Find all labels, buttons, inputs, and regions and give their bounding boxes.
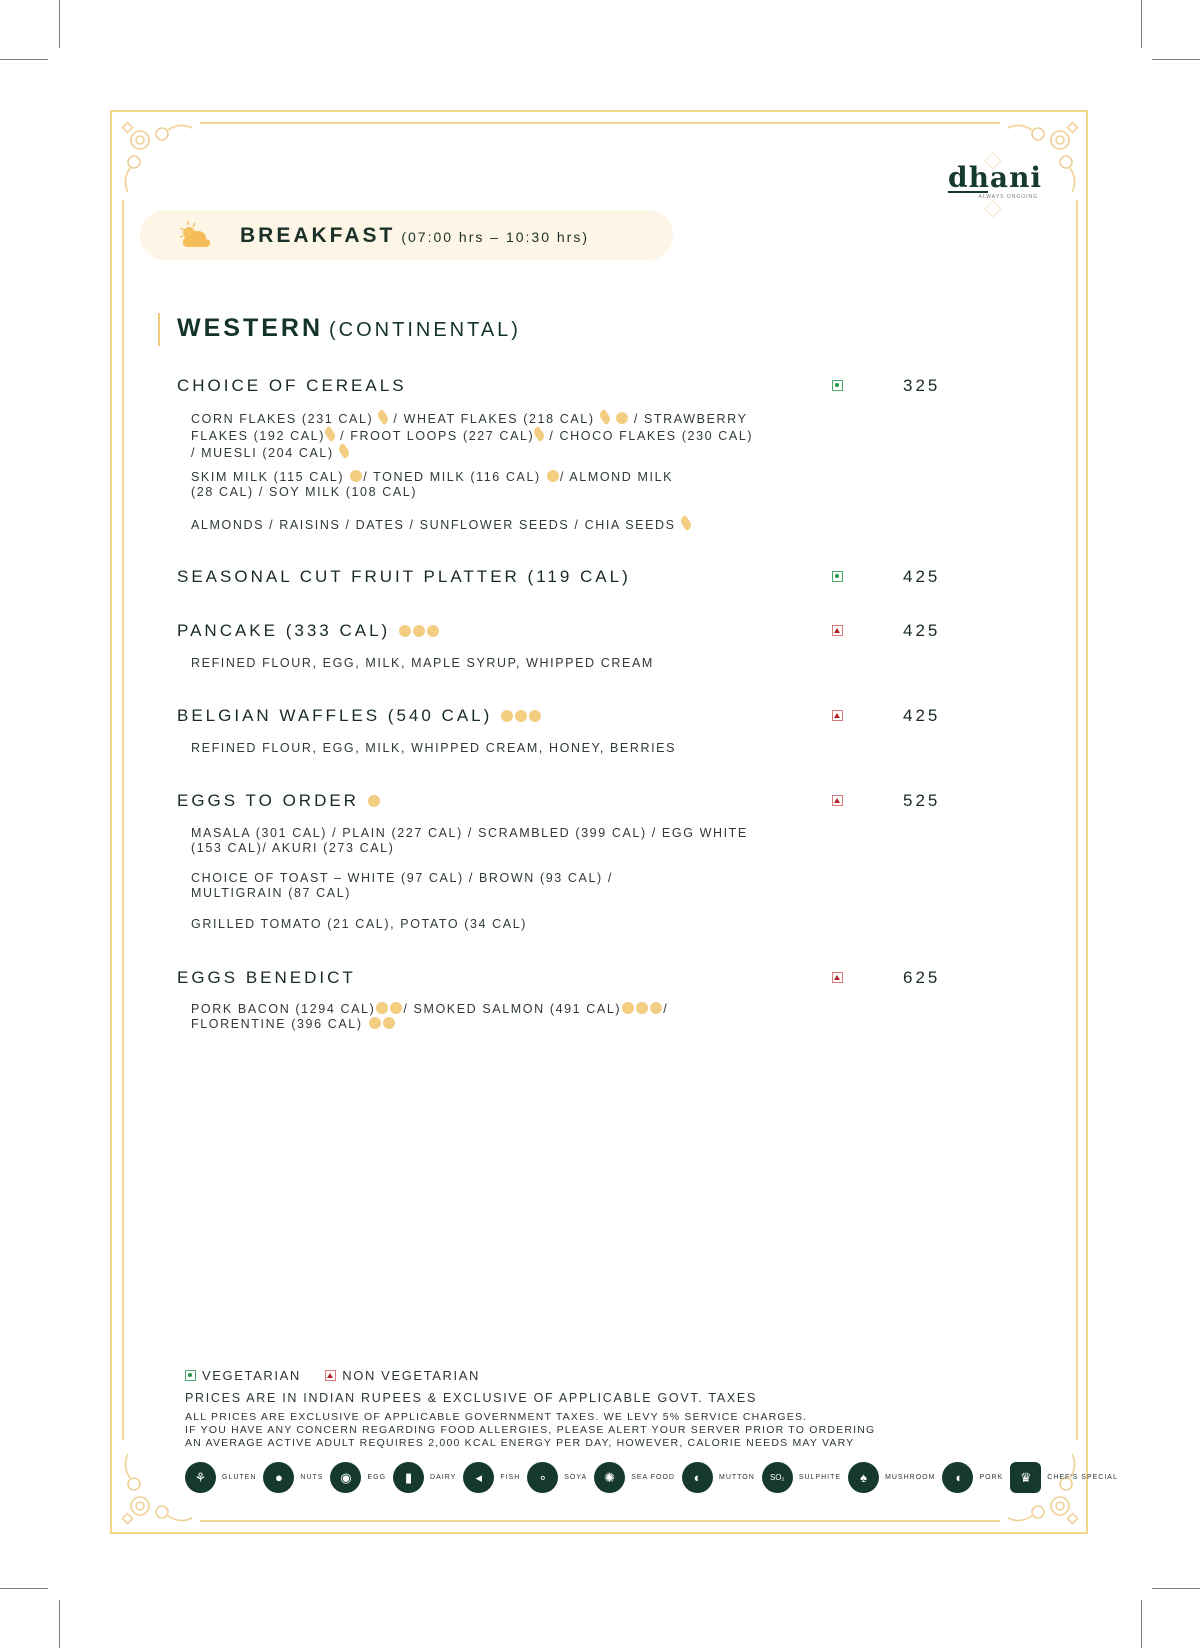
crop-mark xyxy=(59,1600,60,1648)
calorie-note: AN AVERAGE ACTIVE ADULT REQUIRES 2,000 KCAL ENERGY PER DAY, HOWEVER, CALORIE NEEDS MAY VARY xyxy=(185,1437,855,1449)
egg-allergen-icon xyxy=(368,795,380,807)
allergen-key-item xyxy=(594,1462,675,1493)
fish-icon: ◂ xyxy=(463,1462,494,1493)
egg-allergen-icon xyxy=(515,710,527,722)
gluten-allergen-icon xyxy=(616,412,628,424)
egg-allergen-icon xyxy=(413,625,425,637)
meal-hours: (07:00 hrs – 10:30 hrs) xyxy=(401,229,589,245)
dairy-allergen-icon xyxy=(383,1017,395,1029)
crop-mark xyxy=(0,59,48,60)
menu-item-description xyxy=(191,871,831,901)
crop-mark xyxy=(1152,1588,1200,1589)
menu-item-title xyxy=(177,621,440,641)
crop-mark xyxy=(1141,0,1142,48)
soy-pod-icon: ∘ xyxy=(527,1462,558,1493)
desc-text: / TONED MILK (116 CAL) xyxy=(363,470,541,484)
item-name: PANCAKE (333 CAL) xyxy=(177,621,391,640)
border-inner-left xyxy=(122,200,124,1440)
veg-icon xyxy=(185,1370,196,1381)
allergen-label: DAIRY xyxy=(430,1474,457,1481)
nonveg-icon xyxy=(832,710,843,721)
menu-item-price: 325 xyxy=(903,376,941,395)
egg-allergen-icon xyxy=(369,1017,381,1029)
chef-hat-icon: ♛ xyxy=(1010,1462,1041,1493)
desc-text: (153 CAL)/ AKURI (273 CAL) xyxy=(191,841,395,855)
nonveg-icon xyxy=(325,1370,336,1381)
nuts-allergen-icon xyxy=(597,409,612,425)
veg-icon xyxy=(832,571,843,582)
menu-item-title xyxy=(177,791,381,811)
logo-ornament-icon xyxy=(985,201,1002,218)
allergen-label: NUTS xyxy=(300,1474,324,1481)
pig-icon: ◖ xyxy=(942,1462,973,1493)
menu-item-price: 425 xyxy=(903,706,941,725)
prices-note: PRICES ARE IN INDIAN RUPEES & EXCLUSIVE OF APPLICABLE GOVT. TAXES xyxy=(185,1391,757,1405)
dairy-allergen-icon xyxy=(390,1002,402,1014)
allergen-label: EGG xyxy=(367,1474,387,1481)
footer-notes xyxy=(185,1391,875,1450)
menu-item-title: SEASONAL CUT FRUIT PLATTER (119 CAL) xyxy=(177,567,631,586)
nuts-allergen-icon xyxy=(337,443,352,459)
dairy-allergen-icon xyxy=(350,470,362,482)
allergy-note: IF YOU HAVE ANY CONCERN REGARDING FOOD ALLERGIES, PLEASE ALERT YOUR SERVER PRIOR TO ORDERING xyxy=(185,1424,876,1436)
nonveg-legend-label: NON VEGETARIAN xyxy=(342,1368,481,1383)
desc-text: / CHOCO FLAKES (230 CAL) xyxy=(549,429,754,443)
tax-note: ALL PRICES ARE EXCLUSIVE OF APPLICABLE GOVERNMENT TAXES. WE LEVY 5% SERVICE CHARGES. xyxy=(185,1411,808,1423)
egg-allergen-icon xyxy=(622,1002,634,1014)
gluten-allergen-icon xyxy=(399,625,411,637)
nonveg-icon xyxy=(832,625,843,636)
section-subtitle: (CONTINENTAL) xyxy=(329,319,521,341)
menu-item-price: 525 xyxy=(903,791,941,810)
logo-wordmark: dhani xyxy=(948,161,1043,194)
logo-subtext: ALWAYS ONGOING xyxy=(978,194,1038,200)
allergen-label: SEA FOOD xyxy=(631,1474,675,1481)
allergen-key-item xyxy=(1010,1462,1118,1493)
desc-text: PORK BACON (1294 CAL) xyxy=(191,1002,376,1016)
allergen-key-item xyxy=(682,1462,755,1493)
corner-flourish-icon xyxy=(118,118,198,198)
desc-text: / MUESLI (204 CAL) xyxy=(191,446,334,460)
allergen-label: CHEF'S SPECIAL xyxy=(1047,1474,1118,1481)
section-accent-bar xyxy=(158,313,160,346)
menu-item-description xyxy=(191,1002,831,1032)
allergen-key-item xyxy=(527,1462,587,1493)
allergen-label: MUTTON xyxy=(719,1474,755,1481)
border-inner-bottom xyxy=(200,1520,1000,1522)
milk-bottle-icon: ▮ xyxy=(393,1462,424,1493)
border-inner-top xyxy=(200,122,1000,124)
allergen-key-item xyxy=(263,1462,323,1493)
allergen-label: MUSHROOM xyxy=(885,1474,936,1481)
allergen-key-item xyxy=(463,1462,520,1493)
menu-item-description xyxy=(191,826,831,856)
meal-title xyxy=(240,224,589,248)
allergen-key xyxy=(185,1462,1125,1493)
desc-text: FLORENTINE (396 CAL) xyxy=(191,1017,363,1031)
veg-icon xyxy=(832,380,843,391)
allergen-key-item xyxy=(185,1462,256,1493)
veg-legend-label: VEGETARIAN xyxy=(202,1368,301,1383)
allergen-label: GLUTEN xyxy=(222,1474,257,1481)
border-inner-right xyxy=(1076,200,1078,1440)
dairy-allergen-icon xyxy=(427,625,439,637)
item-name: EGGS TO ORDER xyxy=(177,791,359,810)
desc-text: MASALA (301 CAL) / PLAIN (227 CAL) / SCRAMBLED (399 CAL) / EGG WHITE xyxy=(191,826,748,840)
desc-text: / STRAWBERRY xyxy=(633,412,748,426)
menu-item-price: 425 xyxy=(903,567,941,586)
desc-text: SKIM MILK (115 CAL) xyxy=(191,470,345,484)
meal-header xyxy=(140,210,673,260)
allergen-label: FISH xyxy=(500,1474,521,1481)
menu-item-description xyxy=(191,410,831,461)
egg-allergen-icon xyxy=(376,1002,388,1014)
desc-text: FLAKES (192 CAL) xyxy=(191,429,325,443)
desc-text: (28 CAL) / SOY MILK (108 CAL) xyxy=(191,485,418,499)
brand-logo xyxy=(948,155,1043,215)
menu-item-description: REFINED FLOUR, EGG, MILK, MAPLE SYRUP, WHIPPED CREAM xyxy=(191,656,654,670)
allergen-label: PORK xyxy=(979,1474,1004,1481)
nonveg-icon xyxy=(832,972,843,983)
dairy-allergen-icon xyxy=(547,470,559,482)
nonveg-icon xyxy=(832,795,843,806)
desc-text: / WHEAT FLAKES (218 CAL) xyxy=(393,412,595,426)
shrimp-icon: ✺ xyxy=(594,1462,625,1493)
nuts-allergen-icon xyxy=(376,409,391,425)
gluten-allergen-icon xyxy=(501,710,513,722)
nuts-allergen-icon xyxy=(678,515,693,531)
meal-name: BREAKFAST xyxy=(240,224,396,247)
menu-item-title: CHOICE OF CEREALS xyxy=(177,376,407,395)
allergen-key-item xyxy=(848,1462,935,1493)
desc-text: / ALMOND MILK xyxy=(559,470,674,484)
menu-item-description xyxy=(191,470,831,500)
desc-text: / SMOKED SALMON (491 CAL) xyxy=(403,1002,622,1016)
allergen-key-item xyxy=(942,1462,1003,1493)
allergen-label: SOYA xyxy=(564,1474,588,1481)
flask-icon: SO₂ xyxy=(762,1462,793,1493)
egg-icon: ◉ xyxy=(330,1462,361,1493)
menu-item-description xyxy=(191,516,831,533)
mushroom-icon: ♠ xyxy=(848,1462,879,1493)
dairy-allergen-icon xyxy=(650,1002,662,1014)
desc-text: / FROOT LOOPS (227 CAL) xyxy=(340,429,535,443)
section-name: WESTERN xyxy=(177,314,323,342)
diet-legend xyxy=(185,1368,480,1383)
menu-item-description: REFINED FLOUR, EGG, MILK, WHIPPED CREAM, HONEY, BERRIES xyxy=(191,741,677,755)
dairy-allergen-icon xyxy=(529,710,541,722)
menu-item-price: 625 xyxy=(903,968,941,987)
desc-text: MULTIGRAIN (87 CAL) xyxy=(191,886,352,900)
desc-text: ALMONDS / RAISINS / DATES / SUNFLOWER SEEDS / CHIA SEEDS xyxy=(191,518,676,532)
desc-text: CORN FLAKES (231 CAL) xyxy=(191,412,374,426)
crop-mark xyxy=(1152,59,1200,60)
allergen-key-item xyxy=(393,1462,456,1493)
crop-mark xyxy=(1141,1600,1142,1648)
desc-text: / xyxy=(663,1002,669,1016)
fish-allergen-icon xyxy=(636,1002,648,1014)
allergen-label: SULPHITE xyxy=(798,1474,842,1481)
crop-mark xyxy=(59,0,60,48)
allergen-key-item xyxy=(762,1462,841,1493)
menu-item-title: EGGS BENEDICT xyxy=(177,968,356,987)
desc-text: CHOICE OF TOAST – WHITE (97 CAL) / BROWN (93 CAL) / xyxy=(191,871,613,885)
menu-item-title xyxy=(177,706,542,726)
menu-item-price: 425 xyxy=(903,621,941,640)
crop-mark xyxy=(0,1588,48,1589)
meat-leg-icon: ◐ xyxy=(682,1462,713,1493)
menu-item-description: GRILLED TOMATO (21 CAL), POTATO (34 CAL) xyxy=(191,917,528,931)
peanut-icon: ● xyxy=(263,1462,294,1493)
wheat-icon: ⚘ xyxy=(185,1462,216,1493)
allergen-key-item xyxy=(330,1462,386,1493)
section-title xyxy=(177,314,521,343)
item-name: BELGIAN WAFFLES (540 CAL) xyxy=(177,706,493,725)
sun-cloud-icon xyxy=(178,220,212,250)
